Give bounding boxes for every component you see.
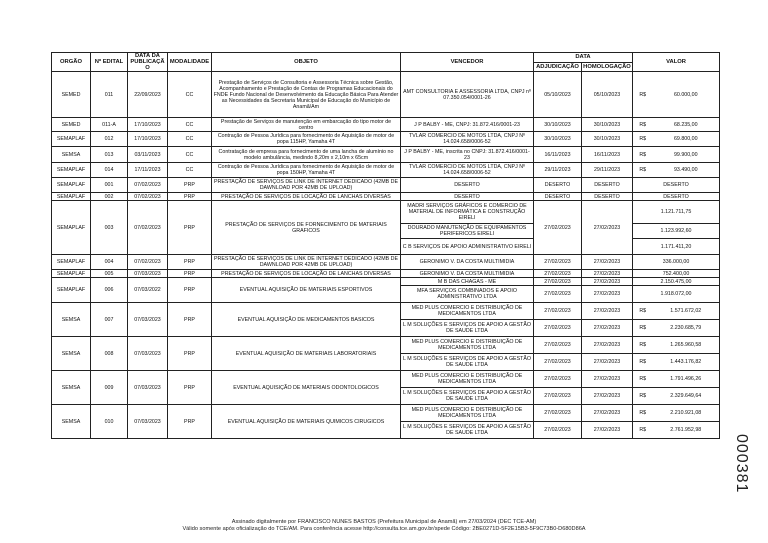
cell-vencedor: L M SOLUÇÕES E SERVIÇOS DE APOIO A GESTÃO DE SAUDE LTDA <box>401 388 534 405</box>
cell-modalidade: PRP <box>168 270 212 278</box>
cell-adjudicacao: 27/02/2023 <box>534 337 582 354</box>
cell-currency: R$ <box>633 388 653 405</box>
cell-vencedor: MED PLUS COMERCIO E DISTRIBUIÇÃO DE MEDICAMENTOS LTDA <box>401 303 534 320</box>
cell-modalidade: CC <box>168 118 212 132</box>
cell-homologacao: 27/02/2023 <box>582 286 633 303</box>
cell-valor: 752.400,00 <box>633 270 720 278</box>
cell-valor: 93.490,00 <box>653 163 720 178</box>
cell-objeto: PRESTAÇÃO DE SERVIÇOS DE LINK DE INTERNET DEDICADO (42MB DE DAWNLOAD POR 42MB DE UPLOAD) <box>212 255 401 270</box>
cell-vencedor: MADRI SERVIÇOS GRÁFICOS E COMERCIO DE MATERIAL DE INFORMÁTICA E CONSTRUÇÃO EIRELI <box>401 201 534 224</box>
cell-adjudicacao: 29/11/2023 <box>534 163 582 178</box>
cell-currency: R$ <box>633 320 653 337</box>
cell-objeto: Contração de Pessoa Jurídica para fornecimento de Aquisição de motor de popa 115HP, Yamaha 4T <box>212 132 401 147</box>
table-row <box>52 132 720 147</box>
cell-objeto: PRESTAÇÃO DE SERVIÇOS DE LOCAÇÃO DE LANCHAS DIVERSAS <box>212 193 401 201</box>
cell-modalidade: PRP <box>168 337 212 371</box>
cell-data-publicacao: 07/02/2023 <box>128 178 168 193</box>
cell-vencedor: MFA SERVIÇOS COMBINADOS E APOIO ADMINISTRATIVO LTDA <box>401 286 534 303</box>
table-row <box>52 118 720 132</box>
cell-adjudicacao: 27/02/2023 <box>534 405 582 422</box>
cell-valor: 1.265.960,58 <box>653 337 720 354</box>
cell-vencedor: J P BALBY - ME, inscrita no CNPJ: 31.872.416/0001-23 <box>401 147 534 163</box>
cell-data-publicacao: 07/03/2022 <box>128 278 168 303</box>
cell-data-publicacao: 07/03/2023 <box>128 337 168 371</box>
cell-edital: 001 <box>91 178 128 193</box>
cell-edital: 014 <box>91 163 128 178</box>
cell-valor: 1.918.072,00 <box>633 286 720 303</box>
cell-edital: 010 <box>91 405 128 439</box>
cell-data-publicacao: 07/02/2023 <box>128 193 168 201</box>
cell-orgao: SEMAPLAF <box>52 163 91 178</box>
cell-valor: 2.150.475,00 <box>633 278 720 286</box>
cell-adjudicacao: 30/10/2023 <box>534 118 582 132</box>
footer-signature-line: Assinado digitalmente por FRANCISCO NUNES BASTOS (Prefeitura Municipal de Anamã) em 27/03/2024 (DEC TCE-AM) <box>231 519 537 525</box>
table-row <box>52 163 720 178</box>
cell-data-publicacao: 07/02/2023 <box>128 201 168 255</box>
cell-valor: 1.443.176,82 <box>653 354 720 371</box>
cell-adjudicacao: 16/11/2023 <box>534 147 582 163</box>
footer-verification-line: Válido somente após oficialização do TCE/AM. Para conferência acesse http://consulta.tce.am.gov.br/spede Código: 2BE0271D-5F2E15B3-5F9C73B0-D680D86A <box>182 526 586 532</box>
cell-homologacao: 30/10/2023 <box>582 132 633 147</box>
cell-edital: 004 <box>91 255 128 270</box>
cell-adjudicacao: 27/02/2023 <box>534 255 582 270</box>
cell-adjudicacao: DESERTO <box>534 193 582 201</box>
cell-currency: R$ <box>633 72 653 118</box>
cell-currency: R$ <box>633 303 653 320</box>
cell-adjudicacao: 27/02/2023 <box>534 388 582 405</box>
cell-vencedor: L M SOLUÇÕES E SERVIÇOS DE APOIO A GESTÃO DE SAUDE LTDA <box>401 422 534 439</box>
cell-vencedor: M B DAS CHAGAS - ME <box>401 278 534 286</box>
cell-currency: R$ <box>633 405 653 422</box>
table-row <box>52 72 720 118</box>
cell-orgao: SEMSA <box>52 337 91 371</box>
cell-orgao: SEMAPLAF <box>52 201 91 255</box>
cell-homologacao: 27/02/2023 <box>582 405 633 422</box>
cell-data-publicacao: 17/10/2023 <box>128 132 168 147</box>
cell-homologacao: 27/02/2023 <box>582 278 633 286</box>
cell-homologacao: 27/02/2023 <box>582 371 633 388</box>
cell-modalidade: PRP <box>168 371 212 405</box>
cell-objeto: EVENTUAL AQUISIÇÃO DE MATERIAIS ODONTOLOGICOS <box>212 371 401 405</box>
cell-vencedor: DESERTO <box>401 193 534 201</box>
cell-data-publicacao: 07/03/2023 <box>128 405 168 439</box>
cell-objeto: Contração de Pessoa Jurídica para fornecimento de Aquisição de motor de popa 150HP, Yamaha 4T <box>212 163 401 178</box>
cell-currency: R$ <box>633 147 653 163</box>
table-header <box>52 53 720 72</box>
cell-vencedor: GERONIMO V. DA COSTA MULTIMIDIA <box>401 255 534 270</box>
cell-edital: 013 <box>91 147 128 163</box>
table-row <box>52 201 720 224</box>
signature-footer <box>0 519 768 533</box>
cell-homologacao: 27/02/2023 <box>582 388 633 405</box>
cell-homologacao: 27/02/2023 <box>582 422 633 439</box>
cell-homologacao: 27/02/2023 <box>582 337 633 354</box>
col-orgao: ORGÃO <box>52 53 91 72</box>
table-row <box>52 147 720 163</box>
col-modalidade: MODALIDADE <box>168 53 212 72</box>
cell-currency: R$ <box>633 163 653 178</box>
cell-vencedor: GERONIMO V. DA COSTA MULTIMIDIA <box>401 270 534 278</box>
col-adjudicacao: ADJUDICAÇÃO <box>534 62 582 72</box>
cell-adjudicacao: 27/02/2023 <box>534 303 582 320</box>
col-homologacao: HOMOLOGAÇÃO <box>583 63 631 70</box>
cell-adjudicacao: 27/02/2023 <box>534 422 582 439</box>
cell-objeto: EVENTUAL AQUISIÇÃO DE MEDICAMENTOS BASICOS <box>212 303 401 337</box>
cell-modalidade: CC <box>168 163 212 178</box>
col-data-group: DATA <box>534 53 633 63</box>
cell-orgao: SEMAPLAF <box>52 278 91 303</box>
cell-orgao: SEMSA <box>52 405 91 439</box>
table-row <box>52 278 720 286</box>
cell-homologacao: 27/02/2023 <box>582 303 633 320</box>
cell-vencedor: C B SERVIÇOS DE APOIO ADMINISTRATIVO EIRELI <box>401 239 534 255</box>
cell-homologacao: 30/10/2023 <box>582 118 633 132</box>
cell-homologacao: 27/02/2023 <box>582 255 633 270</box>
cell-data-publicacao: 07/03/2023 <box>128 270 168 278</box>
cell-homologacao: 16/11/2023 <box>582 147 633 163</box>
cell-edital: 008 <box>91 337 128 371</box>
cell-modalidade: PRP <box>168 278 212 303</box>
cell-edital: 007 <box>91 303 128 337</box>
cell-objeto: EVENTUAL AQUISIÇÃO DE MATERIAIS LABORATORIAIS <box>212 337 401 371</box>
cell-valor: 1.571.672,02 <box>653 303 720 320</box>
cell-homologacao: 27/02/2023 <box>582 354 633 371</box>
cell-valor: 2.230.685,79 <box>653 320 720 337</box>
cell-data-publicacao: 17/11/2023 <box>128 163 168 178</box>
cell-vencedor: AMT CONSULTORIA E ASSESSORIA LTDA, CNPJ nº 07.350.054/0001-26 <box>401 72 534 118</box>
table-row <box>52 178 720 193</box>
procurement-table-sheet <box>51 52 720 439</box>
cell-valor: 2.329.649,64 <box>653 388 720 405</box>
cell-edital: 002 <box>91 193 128 201</box>
cell-homologacao: 27/02/2023 <box>582 201 633 255</box>
cell-valor: 1.171.411,20 <box>633 239 720 255</box>
cell-homologacao: 05/10/2023 <box>582 72 633 118</box>
cell-valor: 1.121.711,75 <box>633 201 720 224</box>
cell-homologacao: DESERTO <box>582 193 633 201</box>
cell-vencedor: MED PLUS COMERCIO E DISTRIBUIÇÃO DE MEDICAMENTOS LTDA <box>401 371 534 388</box>
cell-vencedor: TVLAR COMERCIO DE MOTOS LTDA, CNPJ Nº 14.024.658/0006-52 <box>401 132 534 147</box>
cell-data-publicacao: 07/02/2023 <box>128 255 168 270</box>
cell-valor: 99.900,00 <box>653 147 720 163</box>
cell-valor: 69.800,00 <box>653 132 720 147</box>
cell-valor: 2.210.921,08 <box>653 405 720 422</box>
cell-currency: R$ <box>633 132 653 147</box>
col-valor: VALOR <box>633 53 720 72</box>
cell-orgao: SEMED <box>52 72 91 118</box>
cell-valor: 2.761.952,98 <box>653 422 720 439</box>
cell-data-publicacao: 22/09/2023 <box>128 72 168 118</box>
cell-valor: 1.123.992,60 <box>633 224 720 239</box>
cell-currency: R$ <box>633 118 653 132</box>
cell-valor: 60.000,00 <box>653 72 720 118</box>
cell-modalidade: CC <box>168 147 212 163</box>
cell-vencedor: L M SOLUÇÕES E SERVIÇOS DE APOIO A GESTÃO DE SAUDE LTDA <box>401 320 534 337</box>
table-row <box>52 371 720 388</box>
table-body <box>52 72 720 439</box>
table-row <box>52 303 720 320</box>
cell-data-publicacao: 17/10/2023 <box>128 118 168 132</box>
table-row <box>52 270 720 278</box>
cell-edital: 012 <box>91 132 128 147</box>
procurement-table <box>51 52 720 439</box>
cell-orgao: SEMAPLAF <box>52 193 91 201</box>
cell-data-publicacao: 07/03/2023 <box>128 303 168 337</box>
cell-objeto: Prestação de Serviços de manutenção em embarcação do tipo motor de centro <box>212 118 401 132</box>
cell-orgao: SEMAPLAF <box>52 255 91 270</box>
cell-currency: R$ <box>633 354 653 371</box>
cell-objeto: Contratação de empresa para fornecimento de uma lancha de alumínio no modelo ambulância, medindo 8,20m x 2,10m x 65cm <box>212 147 401 163</box>
col-data-publicacao: DATA DA PUBLICAÇÃO <box>128 53 168 72</box>
cell-adjudicacao: 27/02/2023 <box>534 278 582 286</box>
cell-vencedor: DESERTO <box>401 178 534 193</box>
table-row <box>52 193 720 201</box>
cell-adjudicacao: 05/10/2023 <box>534 72 582 118</box>
cell-homologacao: 27/02/2023 <box>582 270 633 278</box>
cell-vencedor: TVLAR COMERCIO DE MOTOS LTDA, CNPJ Nº 14.024.658/0006-52 <box>401 163 534 178</box>
cell-homologacao: 29/11/2023 <box>582 163 633 178</box>
cell-modalidade: PRP <box>168 303 212 337</box>
cell-valor: DESERTO <box>633 178 720 193</box>
cell-objeto: EVENTUAL AQUISIÇÃO DE MATERIAIS ESPORTIVOS <box>212 278 401 303</box>
col-vencedor: VENCEDOR <box>401 53 534 72</box>
cell-homologacao: 27/02/2023 <box>582 320 633 337</box>
cell-objeto: PRESTAÇÃO DE SERVIÇOS DE FORNECIMENTO DE MATERIAIS GRAFICOS <box>212 201 401 255</box>
cell-valor: 68.235,00 <box>653 118 720 132</box>
cell-valor: DESERTO <box>633 193 720 201</box>
cell-orgao: SEMSA <box>52 371 91 405</box>
table-row <box>52 405 720 422</box>
cell-adjudicacao: 27/02/2023 <box>534 201 582 255</box>
cell-modalidade: PRP <box>168 193 212 201</box>
cell-edital: 005 <box>91 270 128 278</box>
cell-valor: 1.791.496,26 <box>653 371 720 388</box>
cell-currency: R$ <box>633 371 653 388</box>
cell-vencedor: L M SOLUÇÕES E SERVIÇOS DE APOIO A GESTÃO DE SAUDE LTDA <box>401 354 534 371</box>
cell-vencedor: MED PLUS COMERCIO E DISTRIBUIÇÃO DE MEDICAMENTOS LTDA <box>401 337 534 354</box>
cell-orgao: SEMSA <box>52 303 91 337</box>
cell-vencedor: DOURADO MANUTENÇÃO DE EQUIPAMENTOS PERIFERICOS EIRELI <box>401 224 534 239</box>
table-row <box>52 337 720 354</box>
cell-adjudicacao: 30/10/2023 <box>534 132 582 147</box>
cell-data-publicacao: 03/11/2023 <box>128 147 168 163</box>
cell-adjudicacao: 27/02/2023 <box>534 371 582 388</box>
cell-edital: 003 <box>91 201 128 255</box>
cell-adjudicacao: 27/02/2023 <box>534 320 582 337</box>
cell-homologacao: DESERTO <box>582 178 633 193</box>
cell-adjudicacao: 27/02/2023 <box>534 286 582 303</box>
cell-adjudicacao: 27/02/2023 <box>534 270 582 278</box>
cell-orgao: SEMSA <box>52 147 91 163</box>
cell-modalidade: PRP <box>168 178 212 193</box>
cell-edital: 006 <box>91 278 128 303</box>
col-objeto: OBJETO <box>212 53 401 72</box>
cell-currency: R$ <box>633 337 653 354</box>
cell-edital: 011 <box>91 72 128 118</box>
cell-objeto: PRESTAÇÃO DE SERVIÇOS DE LINK DE INTERNET DEDICADO (42MB DE DAWNLOAD POR 42MB DE UPLOAD) <box>212 178 401 193</box>
cell-modalidade: CC <box>168 72 212 118</box>
cell-vencedor: J P BALBY - ME, CNPJ: 31.872.416/0001-23 <box>401 118 534 132</box>
cell-objeto: PRESTAÇÃO DE SERVIÇOS DE LOCAÇÃO DE LANCHAS DIVERSAS <box>212 270 401 278</box>
table-row <box>52 255 720 270</box>
cell-objeto: EVENTUAL AQUISIÇÃO DE MATERIAIS QUIMICOS CIRUGICOS <box>212 405 401 439</box>
cell-data-publicacao: 07/03/2023 <box>128 371 168 405</box>
cell-adjudicacao: DESERTO <box>534 178 582 193</box>
cell-modalidade: PRP <box>168 405 212 439</box>
cell-currency: R$ <box>633 422 653 439</box>
page-number-stamp <box>704 434 768 494</box>
cell-modalidade: PRP <box>168 201 212 255</box>
cell-orgao: SEMAPLAF <box>52 132 91 147</box>
col-edital: Nº EDITAL <box>91 53 128 72</box>
cell-edital: 011-A <box>91 118 128 132</box>
page-number-text: 000381 <box>733 434 750 494</box>
cell-edital: 009 <box>91 371 128 405</box>
cell-orgao: SEMAPLAF <box>52 178 91 193</box>
cell-orgao: SEMED <box>52 118 91 132</box>
cell-orgao: SEMAPLAF <box>52 270 91 278</box>
cell-objeto: Prestação de Serviços de Consultoria e Assessoria Técnica sobre Gestão, Acompanhamento e Prestação de Contas de Programas Educacionais do FNDE Fundo Nacional de Desenvolvimento da Educação Básica Para Atender as Necessidades da Secretaria Municipal de Educação do Município de Anamã/Am <box>212 72 401 118</box>
cell-adjudicacao: 27/02/2023 <box>534 354 582 371</box>
cell-valor: 336.000,00 <box>633 255 720 270</box>
cell-vencedor: MED PLUS COMERCIO E DISTRIBUIÇÃO DE MEDICAMENTOS LTDA <box>401 405 534 422</box>
cell-modalidade: PRP <box>168 255 212 270</box>
cell-modalidade: CC <box>168 132 212 147</box>
